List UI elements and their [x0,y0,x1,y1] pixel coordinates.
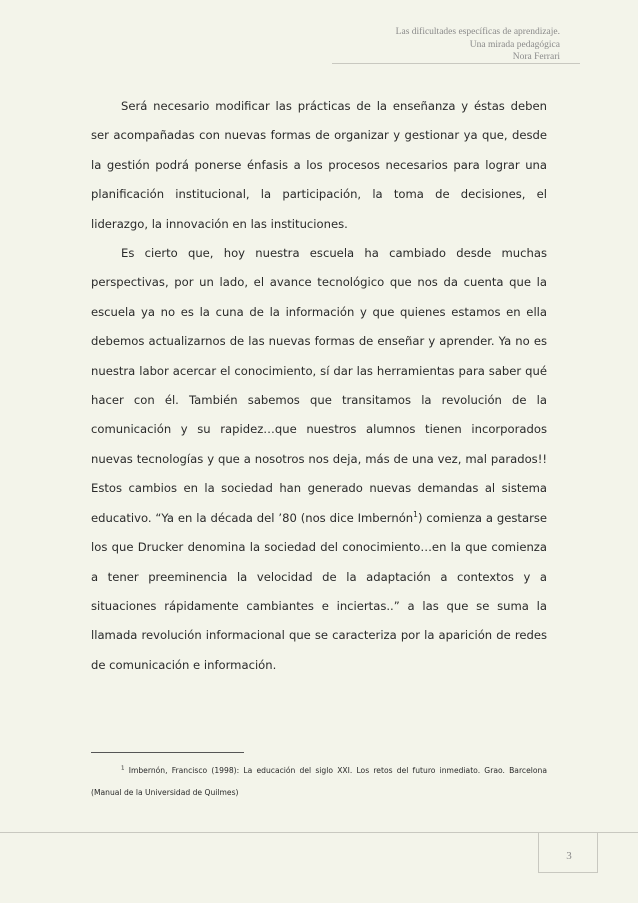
running-header [260,26,560,64]
paragraph-2-part-1: Es cierto que, hoy nuestra escuela ha cambiado desde muchas perspectivas, por un lado, el avance tecnológico que nos da cuenta que la escuela ya no es la cuna de la información y que quienes estamos en ella debemos actualizarnos de las nuevas formas de enseñar y aprender. Ya no es nuestra labor acercar el conocimiento, sí dar las herramientas para saber qué hacer con él. También sabemos que transitamos la revolución de la comunicación y su rapidez…que nuestros alumnos tienen incorporados nuevas tecnologías y que a nosotros nos deja, más de una vez, mal parados!! Estos cambios en la sociedad han generado nuevas demandas al sistema educativo. “Ya en la década del ’80 (nos dice Imbernón [91,246,547,525]
footnote [91,760,547,804]
header-title: Las dificultades específicas de aprendizaje. [395,27,560,37]
footnote-mark: 1 [121,765,125,772]
footnote-citation: Imbernón, Francisco (1998): La educación del siglo XXI. Los retos del futuro inmediato. Grao. Barcelona (Manual de la Universidad de Quilmes) [91,766,547,797]
paragraph-2 [91,239,547,680]
footnote-text [91,760,547,804]
footnote-separator [91,752,244,753]
main-text [91,92,547,680]
paragraph-2-part-2: ) comienza a gestarse los que Drucker denomina la sociedad del conocimiento…en la que comienza a tener preeminencia la velocidad de la adaptación a contextos y a situaciones rápidamente cambiantes e inciertas..” a las que se suma la llamada revolución informacional que se caracteriza por la aparición de redes de comunicación e información. [91,510,548,672]
footnote-reference[interactable]: 1 [413,509,418,519]
page-number: 3 [566,850,572,862]
header-author: Nora Ferrari [512,52,560,62]
paragraph-1: Será necesario modificar las prácticas de la enseñanza y éstas deben ser acompañadas con nuevas formas de organizar y gestionar ya que, desde la gestión podrá ponerse énfasis a los procesos necesarios para lograr una planificación institucional, la participación, la toma de decisiones, el liderazgo, la innovación en las instituciones. [91,99,547,231]
header-subtitle: Una mirada pedagógica [469,39,560,50]
header-divider [332,63,580,64]
